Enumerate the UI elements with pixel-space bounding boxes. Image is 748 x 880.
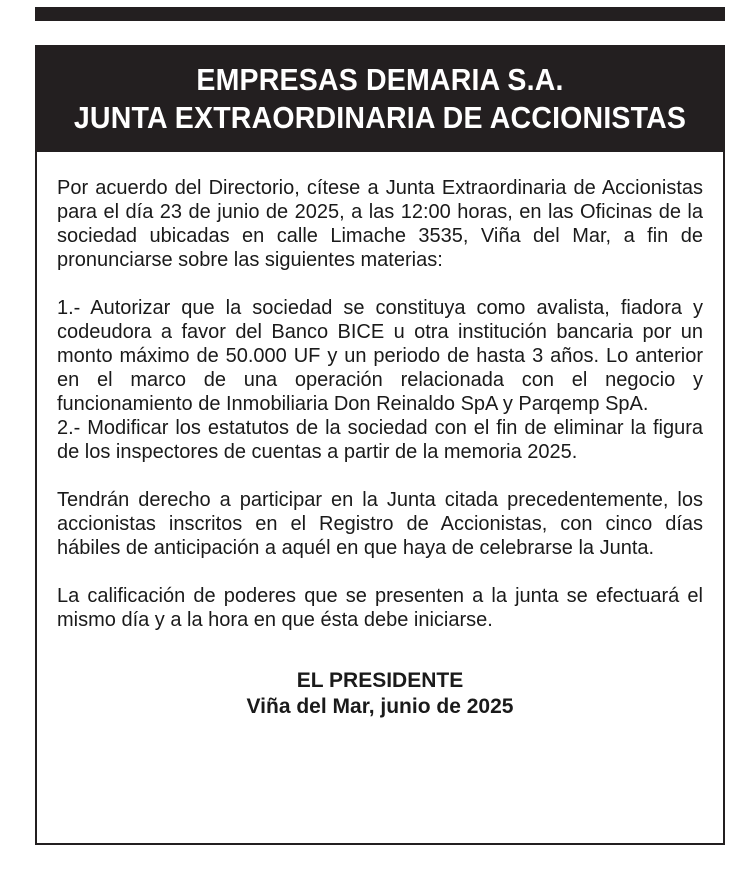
- proxy-qualification-paragraph: La calificación de poderes que se presenten a la junta se efectuará el mismo día y a la hora en que ésta debe iniciarse.: [57, 585, 703, 631]
- convocation-paragraph: Por acuerdo del Directorio, cítese a Junta Extraordinaria de Accionistas para el día 23 de junio de 2025, a las 12:00 horas, en las Oficinas de la sociedad ubicadas en calle Limache 3535, Viña del Mar, a fin de pronunciarse sobre las siguientes materias:: [57, 177, 703, 271]
- agenda-item-2: 2.- Modificar los estatutos de la sociedad con el fin de eliminar la figura de los inspectores de cuentas a partir de la memoria 2025.: [57, 417, 703, 463]
- meeting-title: JUNTA EXTRAORDINARIA DE ACCIONISTAS: [73, 100, 687, 135]
- top-rule: [35, 7, 725, 21]
- signature-place-date: Viña del Mar, junio de 2025: [246, 695, 514, 718]
- legal-notice: [35, 45, 725, 845]
- participation-paragraph: Tendrán derecho a participar en la Junta citada precedentemente, los accionistas inscritos en el Registro de Accionistas, con cinco días hábiles de anticipación a aquél en que haya de celebrarse la Junta.: [57, 489, 703, 559]
- company-name: EMPRESAS DEMARIA S.A.: [196, 62, 564, 97]
- notice-body: [37, 176, 723, 720]
- agenda-item-1: 1.- Autorizar que la sociedad se constituya como avalista, fiadora y codeudora a favor del Banco BICE u otra institución bancaria por un monto máximo de 50.000 UF y un periodo de hasta 3 años. Lo anterior en el marco de una operación relacionada con el negocio y funcionamiento de Inmobiliaria Don Reinaldo SpA y Parqemp SpA.: [57, 297, 703, 415]
- signature-block: [57, 668, 703, 720]
- notice-header: [37, 47, 723, 152]
- signature-title: EL PRESIDENTE: [296, 669, 464, 692]
